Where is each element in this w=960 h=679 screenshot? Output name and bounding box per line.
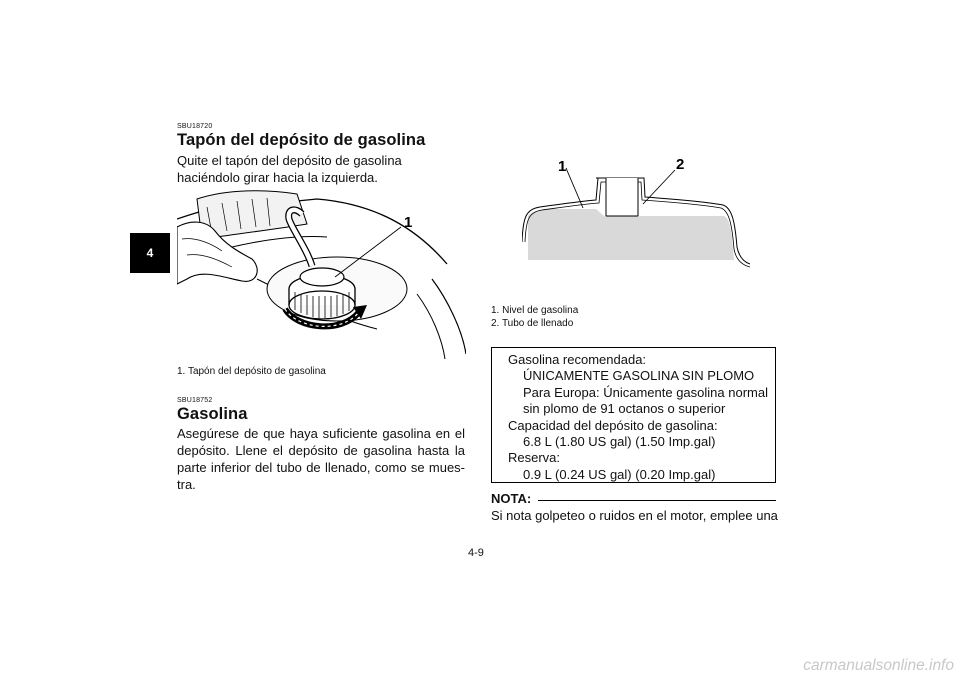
octane-note: sin plomo de 91 octanos o superior [523, 401, 726, 417]
watermark: carmanualsonline.info [803, 657, 954, 674]
nota-text: Si nota golpeteo o ruidos en el motor, emplee una [491, 508, 778, 523]
europe-fuel-note: Para Europa: Únicamente gasolina normal [523, 384, 768, 400]
nota-rule [538, 500, 776, 501]
caption-fuel-level: 1. Nivel de gasolina [491, 305, 579, 316]
figure2-callout-1: 1 [558, 158, 567, 175]
page-number: 4-9 [468, 547, 484, 559]
caption-fuel-cap: 1. Tapón del depósito de gasolina [177, 366, 326, 377]
chapter-tab: 4 [130, 233, 170, 273]
section-code-1: SBU18720 [177, 123, 213, 130]
fuel-cap-illustration [177, 189, 466, 364]
caption-filler-tube: 2. Tubo de llenado [491, 318, 574, 329]
paragraph-fill-fuel: Asegúrese de que haya suficiente gasolina en el depósito. Llene el depósito de gasolina hasta la parte inferior del tubo de llenado, como se mues-tra. [177, 426, 465, 492]
nota-label: NOTA: [491, 491, 532, 506]
fuel-spec-box [491, 347, 776, 483]
section-title-fuel-cap: Tapón del depósito de gasolina [177, 131, 426, 149]
paragraph-remove-cap: Quite el tapón del depósito de gasolina haciéndolo girar hacia la izquierda. [177, 153, 402, 185]
fuel-level-diagram [522, 152, 750, 270]
reserve-label: Reserva: [508, 450, 561, 466]
section-code-2: SBU18752 [177, 397, 213, 404]
figure1-callout-1: 1 [404, 214, 413, 231]
tank-capacity-label: Capacidad del depósito de gasolina: [508, 417, 718, 433]
tank-capacity-value: 6.8 L (1.80 US gal) (1.50 Imp.gal) [523, 434, 716, 450]
section-title-gasoline: Gasolina [177, 405, 248, 423]
unleaded-only: ÚNICAMENTE GASOLINA SIN PLOMO [523, 368, 755, 384]
figure2-callout-2: 2 [676, 156, 685, 173]
recommended-fuel-label: Gasolina recomendada: [508, 352, 647, 367]
reserve-value: 0.9 L (0.24 US gal) (0.20 Imp.gal) [523, 466, 716, 482]
